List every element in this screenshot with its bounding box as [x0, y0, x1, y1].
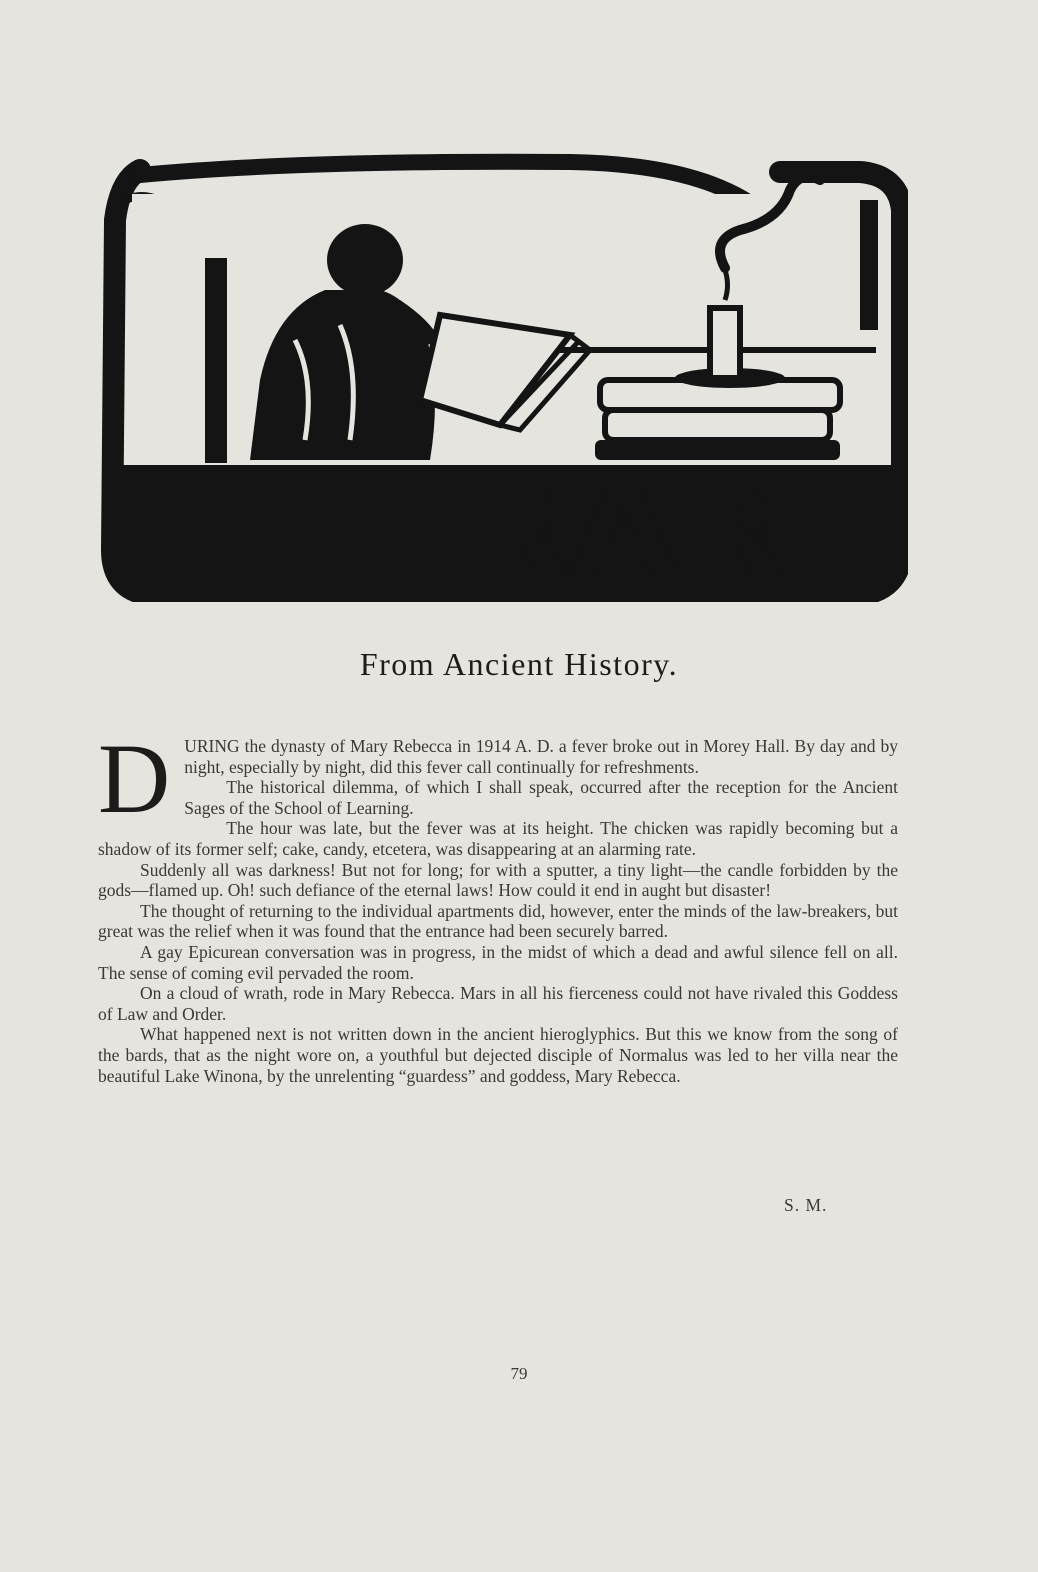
banner-word: LITERARY: [134, 465, 880, 602]
drop-cap: D: [98, 723, 171, 834]
banner-art: [100, 150, 908, 602]
paragraph-7: On a cloud of wrath, rode in Mary Rebecca. Mars in all his fierceness could not have rivaled this Goddess of Law and Order.: [98, 983, 898, 1024]
paragraph-8: What happened next is not written down in the ancient hieroglyphics. But this we know from the song of the bards, that as the night wore on, a youthful but dejected disciple of Normalus was led to her villa near the beautiful Lake Winona, by the unrelenting “guardess” and goddess, Mary Rebecca.: [98, 1024, 898, 1086]
literary-banner-illustration: [100, 150, 908, 602]
paragraph-3: The hour was late, but the fever was at its height. The chicken was rapidly becoming but a shadow of its former self; cake, candy, etcetera, was disappearing at an alarming rate.: [98, 818, 898, 859]
paragraph-2: The historical dilemma, of which I shall speak, occurred after the reception for the Ancient Sages of the School of Learning.: [184, 777, 898, 818]
paragraph-5: The thought of returning to the individual apartments did, however, enter the minds of the law-breakers, but great was the relief when it was found that the entrance had been securely barred.: [98, 900, 898, 942]
author-signature: S. M.: [784, 1195, 828, 1215]
paragraph-6: A gay Epicurean conversation was in progress, in the midst of which a dead and awful silence fell on all. The sense of coming evil pervaded the room.: [98, 941, 898, 983]
page-number: 79: [510, 1364, 528, 1383]
paragraph-1-text: URING the dynasty of Mary Rebecca in 1914 A. D. a fever broke out in Morey Hall. By day and by night, especially by night, did this fever call continually for refreshments.: [184, 736, 898, 777]
article-body: [98, 723, 898, 1086]
article-title: From Ancient History.: [359, 646, 679, 682]
paragraph-4: Suddenly all was darkness! But not for long; for with a sputter, a tiny light—the candle forbidden by the gods—flamed up. Oh! such defiance of the eternal laws! How could it end in aught but disaster!: [98, 859, 898, 901]
